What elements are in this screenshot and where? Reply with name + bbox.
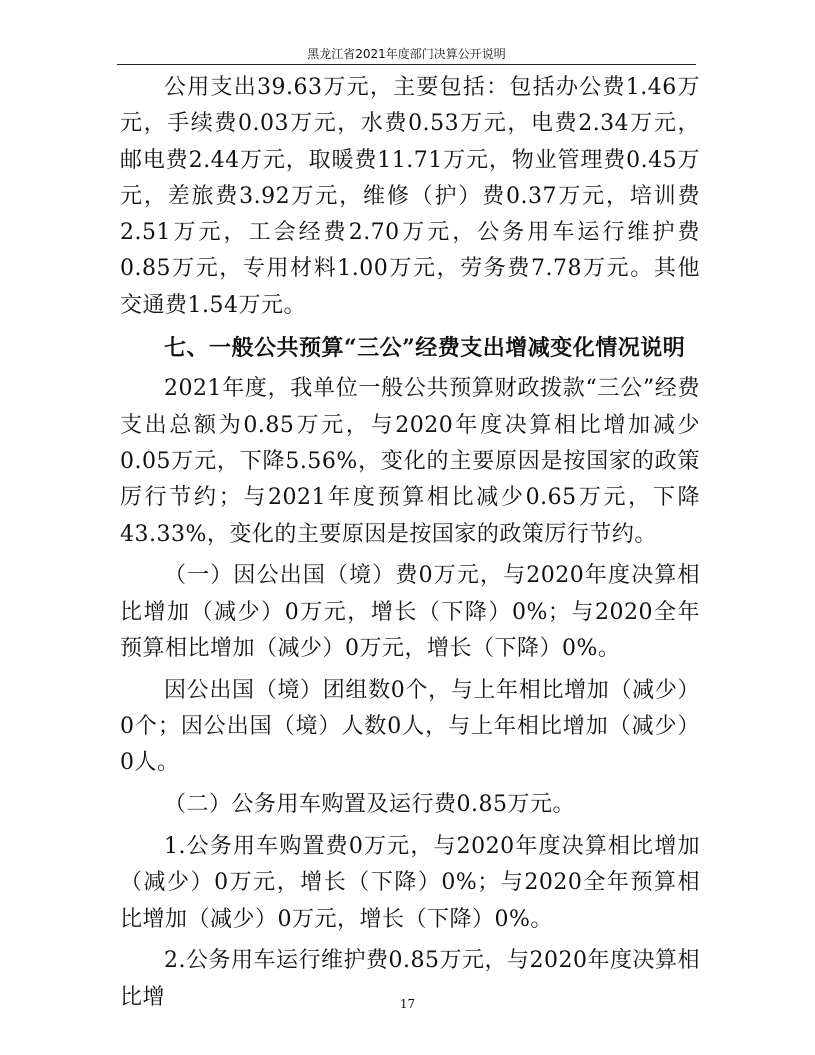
header-rule: [117, 64, 696, 65]
section-heading: 七、一般公共预算“三公”经费支出增减变化情况说明: [164, 334, 686, 361]
paragraph-three-public-summary: 2021年度，我单位一般公共预算财政拨款“三公”经费支出总额为0.85万元，与2020年度决算相比增加减少0.05万元，下降5.56%，变化的主要原因是按国家的政策厉行节约；与2021年度预算相比减少0.65万元，下降43.33%，变化的主要原因是按国家的政策厉行节约。: [120, 376, 700, 547]
paragraph-vehicle-purchase: 1.公务用车购置费0万元，与2020年度决算相比增加（减少）0万元，增长（下降）0%；与2020全年预算相比增加（减少）0万元，增长（下降）0%。: [120, 833, 700, 932]
document-body: [120, 70, 700, 1016]
running-header: 黑龙江省2021年度部门决算公开说明: [307, 47, 506, 61]
paragraph-vehicle-operation: 2.公务用车运行维护费0.85万元，与2020年度决算相比增: [120, 948, 700, 1010]
paragraph-vehicle-total: （二）公务用车购置及运行费0.85万元。: [164, 792, 575, 818]
paragraph-public-expenditure: 公用支出39.63万元，主要包括：包括办公费1.46万元，手续费0.03万元，水费0.53万元，电费2.34万元，邮电费2.44万元，取暖费11.71万元，物业管理费0.45万元，差旅费3.92万元，维修（护）费0.37万元，培训费2.51万元，工会经费2.70万元，公务用车运行维护费0.85万元，专用材料1.00万元，劳务费7.78万元。其他交通费1.54万元。: [120, 75, 700, 318]
paragraph-overseas-groups: 因公出国（境）团组数0个，与上年相比增加（减少）0个；因公出国（境）人数0人，与上年相比增加（减少）0人。: [120, 677, 700, 776]
paragraph-overseas-travel-cost: （一）因公出国（境）费0万元，与2020年度决算相比增加（减少）0万元，增长（下降）0%；与2020全年预算相比增加（减少）0万元，增长（下降）0%。: [120, 563, 700, 661]
page-number: 17: [399, 997, 416, 1011]
